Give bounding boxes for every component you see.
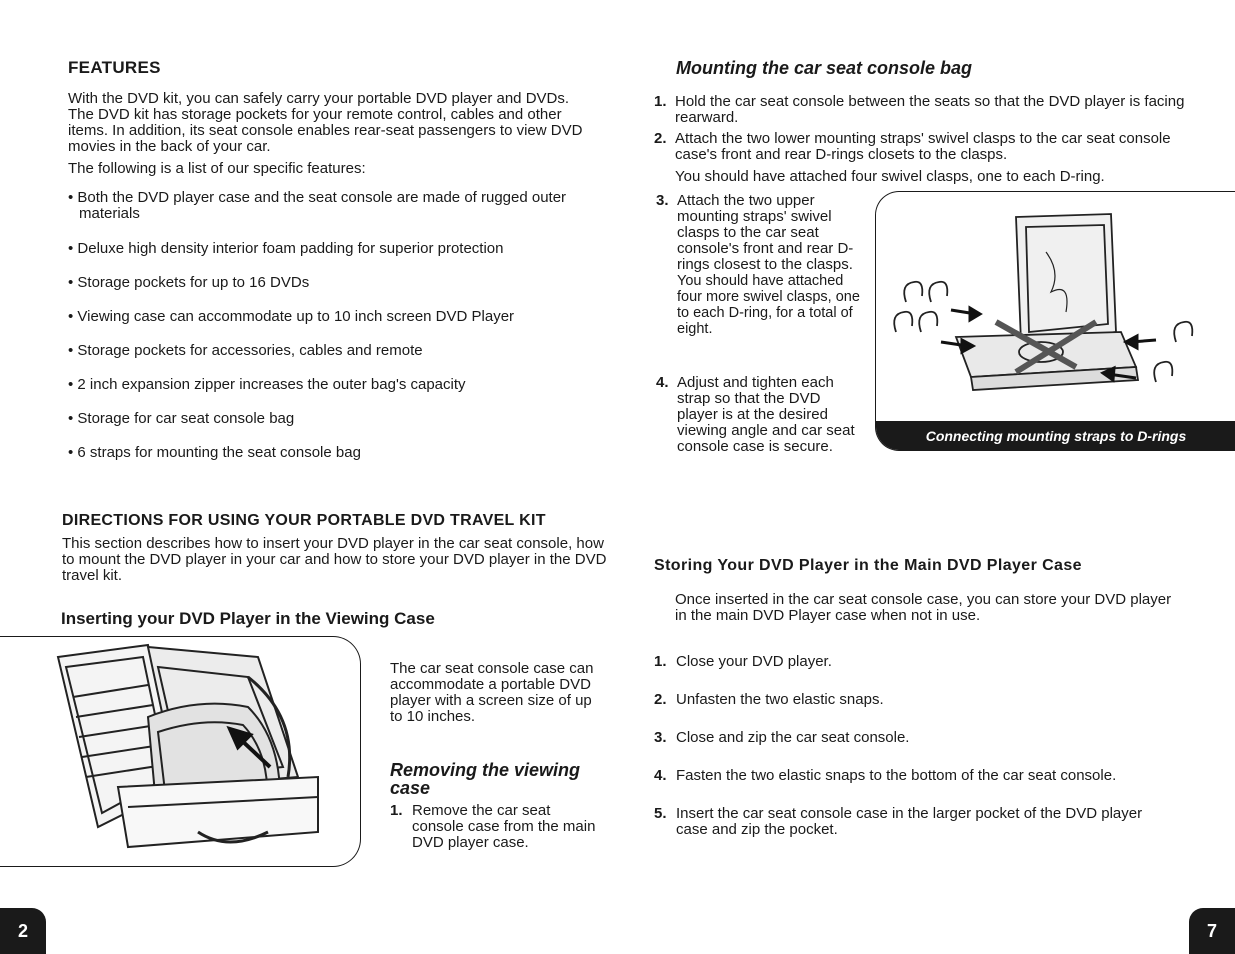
storing-step-5 xyxy=(654,806,1174,838)
step-text: Close your DVD player. xyxy=(676,653,832,670)
storing-section xyxy=(654,557,1214,624)
mounting-step-1 xyxy=(654,94,1194,126)
step-number: 2. xyxy=(654,691,667,708)
step-text: Hold the car seat console between the seats so that the DVD player is facing rearward. xyxy=(675,93,1185,126)
list-item: • Storage pockets for up to 16 DVDs xyxy=(68,274,310,291)
mounting-heading: Mounting the car seat console bag xyxy=(676,58,973,78)
step-text: Adjust and tighten each strap so that the DVD player is at the desired viewing angle and car seat console case is secure. xyxy=(677,374,855,455)
page-number-left: 2 xyxy=(0,908,46,954)
step-text: Insert the car seat console case in the larger pocket of the DVD player case and zip the pocket. xyxy=(676,805,1143,838)
mounting-step-3 xyxy=(656,193,861,337)
features-heading: FEATURES xyxy=(68,58,161,77)
removing-heading: Removing the viewing case xyxy=(390,760,581,798)
inserting-side-text: The car seat console case can accommodate a portable DVD player with a screen size of up to 10 inches. xyxy=(390,660,594,725)
directions-text: This section describes how to insert your DVD player in the car seat console, how to mount the DVD player in your car and how to store your DVD player in the DVD travel kit. xyxy=(62,535,607,584)
storing-step-2 xyxy=(654,692,1194,708)
list-item: • 2 inch expansion zipper increases the outer bag's capacity xyxy=(68,376,466,393)
step-number: 1. xyxy=(654,653,667,670)
step-number: 3. xyxy=(656,192,669,209)
mounting-steps xyxy=(654,94,1194,185)
storing-step-4 xyxy=(654,768,1194,784)
features-section xyxy=(68,58,598,177)
features-intro: With the DVD kit, you can safely carry your portable DVD player and DVDs. The DVD kit has storage pockets for your remote control, cables and other items. In addition, its seat console enables rear-seat passengers to view DVD movies in the back of your car. xyxy=(68,90,583,155)
list-item: • Storage pockets for accessories, cables and remote xyxy=(68,342,423,359)
storing-step-1 xyxy=(654,654,1194,670)
step-number: 2. xyxy=(654,130,667,147)
step-text: Attach the two lower mounting straps' swivel clasps to the car seat console case's front and rear D-rings closets to the clasps. xyxy=(675,130,1171,163)
viewing-case-illustration xyxy=(0,636,361,867)
console-straps-drawing xyxy=(876,192,1235,422)
step-note: You should have attached four more swivel clasps, one to each D-ring, for a total of eight. xyxy=(677,273,860,337)
step-text: Unfasten the two elastic snaps. xyxy=(676,691,884,708)
mounting-note: You should have attached four swivel clasps, one to each D-ring. xyxy=(675,168,1105,185)
step-text: Attach the two upper mounting straps' swivel clasps to the car seat console's front and rear D-rings closest to the clasps. xyxy=(677,192,854,273)
step-number: 3. xyxy=(654,729,667,746)
directions-heading: DIRECTIONS FOR USING YOUR PORTABLE DVD TRAVEL KIT xyxy=(62,512,546,529)
features-list-intro: The following is a list of our specific features: xyxy=(68,160,366,177)
mounting-step-4 xyxy=(656,375,861,455)
storing-step-3 xyxy=(654,730,1194,746)
list-item: • 6 straps for mounting the seat console bag xyxy=(68,444,361,461)
mounting-step-2 xyxy=(654,131,1194,163)
removing-step-1 xyxy=(390,803,600,851)
inserting-side-column xyxy=(390,661,600,851)
page-number-right: 7 xyxy=(1189,908,1235,954)
step-number: 4. xyxy=(654,767,667,784)
list-item: • Storage for car seat console bag xyxy=(68,410,295,427)
straps-illustration xyxy=(875,191,1235,451)
step-number: 5. xyxy=(654,805,667,822)
step-number: 1. xyxy=(654,93,667,110)
step-text: Close and zip the car seat console. xyxy=(676,729,910,746)
list-item: • Viewing case can accommodate up to 10 inch screen DVD Player xyxy=(68,308,515,325)
step-number: 4. xyxy=(656,374,669,391)
step-text: Remove the car seat console case from the main DVD player case. xyxy=(412,802,596,851)
list-item: • Deluxe high density interior foam padding for superior protection xyxy=(68,240,504,257)
step-text: Fasten the two elastic snaps to the bottom of the car seat console. xyxy=(676,767,1117,784)
straps-caption: Connecting mounting straps to D-rings xyxy=(876,421,1235,450)
storing-intro: Once inserted in the car seat console case, you can store your DVD player in the main DVD Player case when not in use. xyxy=(675,591,1172,624)
storing-heading: Storing Your DVD Player in the Main DVD Player Case xyxy=(654,557,1082,574)
directions-section xyxy=(62,512,607,584)
list-item: • Both the DVD player case and the seat console are made of rugged outer materials xyxy=(68,189,567,222)
inserting-heading: Inserting your DVD Player in the Viewing Case xyxy=(61,609,435,628)
step-number: 1. xyxy=(390,802,403,819)
dvd-case-drawing xyxy=(0,637,360,866)
